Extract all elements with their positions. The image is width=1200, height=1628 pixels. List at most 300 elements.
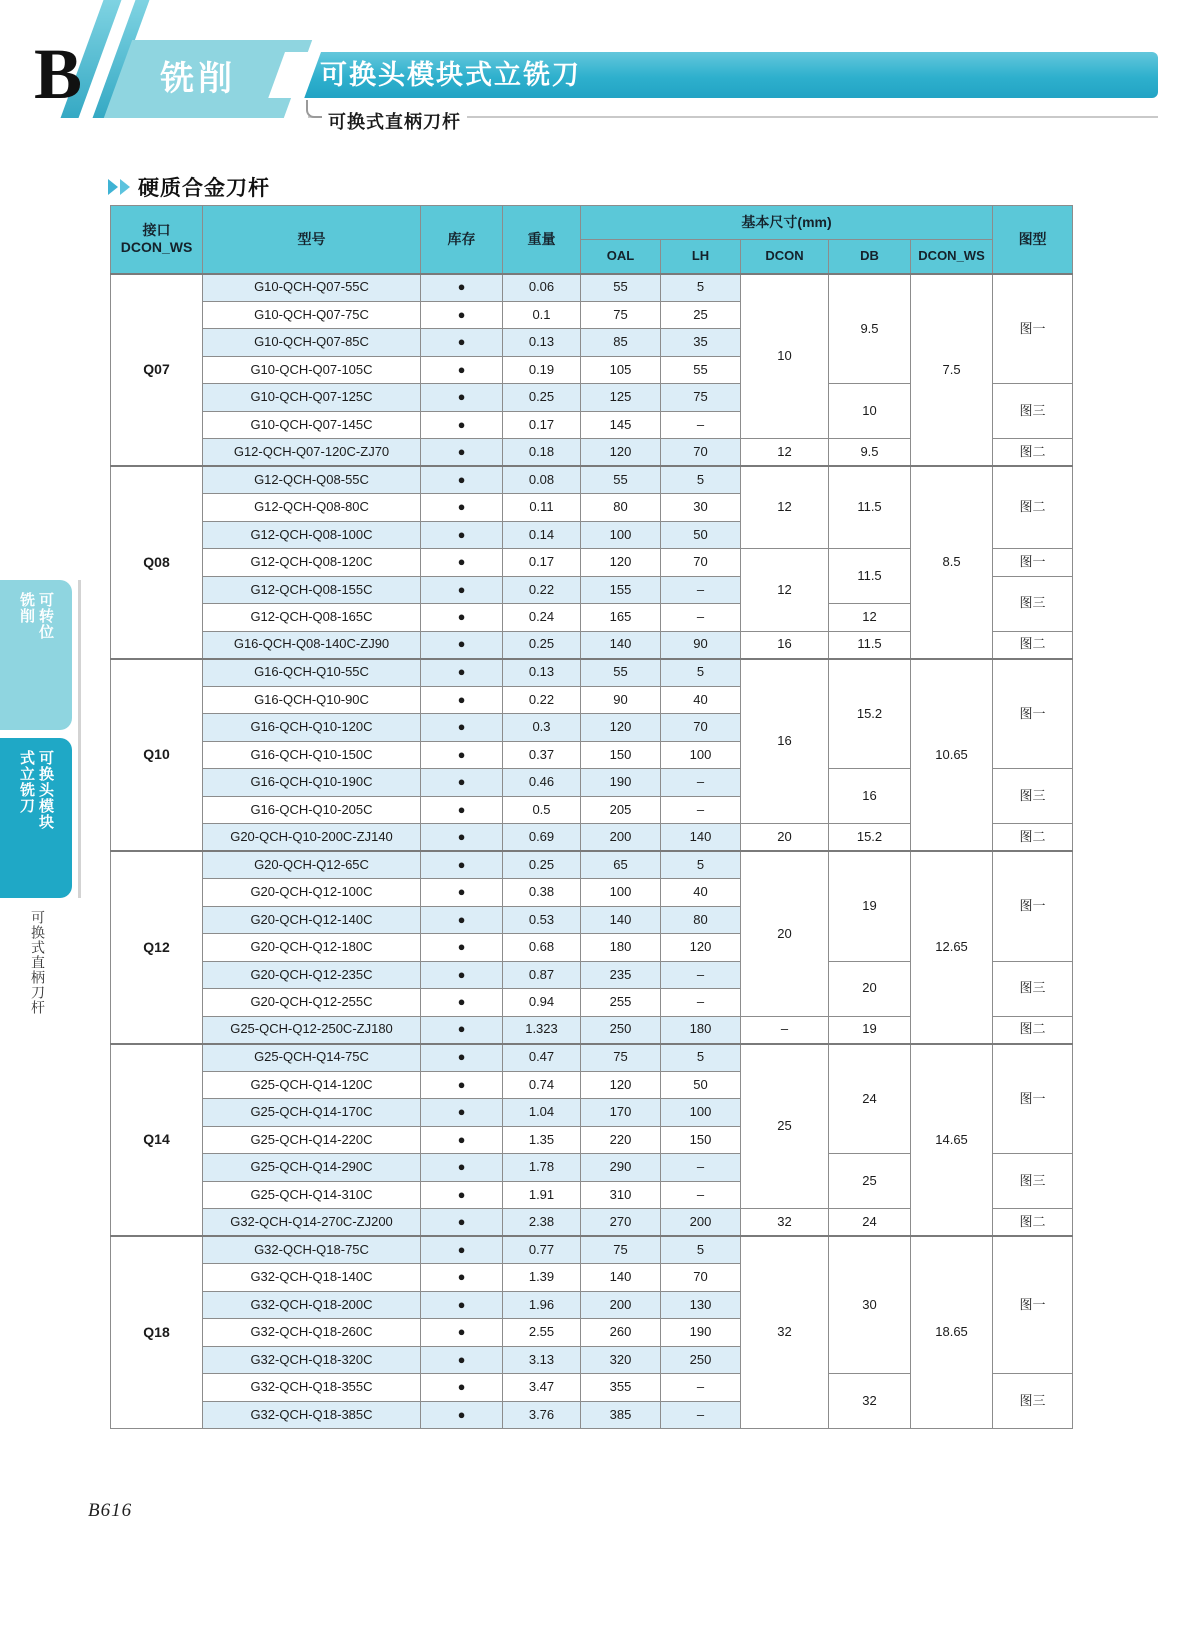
side-tab-indexable-left: 铣削 [18, 592, 35, 624]
cell-lh: – [661, 989, 741, 1017]
page-header [0, 0, 1200, 150]
cell-stock: ● [421, 1374, 503, 1402]
cell-stock: ● [421, 1044, 503, 1072]
cell-stock: ● [421, 769, 503, 797]
cell-model: G32-QCH-Q18-320C [203, 1346, 421, 1374]
cell-diagram: 图三 [993, 384, 1073, 439]
spec-table [110, 205, 1073, 1429]
cell-lh: 80 [661, 906, 741, 934]
cell-lh: 75 [661, 384, 741, 412]
cell-weight: 0.1 [503, 301, 581, 329]
cell-stock: ● [421, 1071, 503, 1099]
cell-weight: 1.04 [503, 1099, 581, 1127]
th-dcon: DCON [741, 240, 829, 274]
cell-stock: ● [421, 521, 503, 549]
cell-weight: 0.08 [503, 466, 581, 494]
cell-diagram: 图二 [993, 824, 1073, 852]
th-dcon-ws: DCON_WS [911, 240, 993, 274]
table-row[interactable] [111, 1044, 1073, 1072]
cell-lh: 100 [661, 741, 741, 769]
cell-weight: 1.35 [503, 1126, 581, 1154]
cell-oal: 120 [581, 714, 661, 742]
cell-lh: 35 [661, 329, 741, 357]
cell-lh: 90 [661, 631, 741, 659]
cell-model: G20-QCH-Q12-235C [203, 961, 421, 989]
cell-diagram: 图一 [993, 1236, 1073, 1374]
cell-interface: Q10 [111, 659, 203, 852]
cell-weight: 0.53 [503, 906, 581, 934]
cell-lh: 140 [661, 824, 741, 852]
side-tab-modular-right: 可换头模块 [37, 750, 54, 830]
cell-model: G25-QCH-Q14-290C [203, 1154, 421, 1182]
cell-oal: 55 [581, 659, 661, 687]
th-interface [111, 206, 203, 274]
cell-oal: 385 [581, 1401, 661, 1429]
table-row[interactable] [111, 659, 1073, 687]
cell-oal: 55 [581, 466, 661, 494]
cell-oal: 120 [581, 439, 661, 467]
cell-stock: ● [421, 329, 503, 357]
cell-oal: 355 [581, 1374, 661, 1402]
cell-weight: 0.25 [503, 631, 581, 659]
cell-model: G10-QCH-Q07-85C [203, 329, 421, 357]
cell-db: 30 [829, 1236, 911, 1374]
cell-db: 25 [829, 1154, 911, 1209]
cell-weight: 0.22 [503, 576, 581, 604]
cell-model: G32-QCH-Q18-260C [203, 1319, 421, 1347]
cell-oal: 120 [581, 1071, 661, 1099]
cell-lh: – [661, 1154, 741, 1182]
cell-diagram: 图一 [993, 1044, 1073, 1154]
cell-db: 11.5 [829, 549, 911, 604]
cell-stock: ● [421, 906, 503, 934]
cell-interface: Q12 [111, 851, 203, 1044]
cell-model: G16-QCH-Q10-150C [203, 741, 421, 769]
cell-model: G12-QCH-Q08-80C [203, 494, 421, 522]
cell-lh: – [661, 411, 741, 439]
cell-oal: 260 [581, 1319, 661, 1347]
cell-weight: 0.5 [503, 796, 581, 824]
cell-dcon-ws: 12.65 [911, 851, 993, 1044]
cell-db: 19 [829, 851, 911, 961]
side-tab-modular-left: 式立铣刀 [18, 750, 35, 814]
cell-model: G12-QCH-Q08-165C [203, 604, 421, 632]
table-row[interactable] [111, 851, 1073, 879]
cell-oal: 170 [581, 1099, 661, 1127]
cell-lh: 190 [661, 1319, 741, 1347]
cell-lh: 180 [661, 1016, 741, 1044]
cell-model: G12-QCH-Q07-120C-ZJ70 [203, 439, 421, 467]
cell-stock: ● [421, 741, 503, 769]
cell-lh: 70 [661, 439, 741, 467]
side-tab-indexable-right: 可转位 [37, 592, 54, 640]
cell-lh: – [661, 1401, 741, 1429]
cell-weight: 0.17 [503, 549, 581, 577]
cell-interface: Q18 [111, 1236, 203, 1429]
cell-db: 24 [829, 1209, 911, 1237]
cell-lh: 5 [661, 1236, 741, 1264]
cell-model: G16-QCH-Q10-90C [203, 686, 421, 714]
cell-stock: ● [421, 1099, 503, 1127]
cell-stock: ● [421, 879, 503, 907]
cell-model: G10-QCH-Q07-145C [203, 411, 421, 439]
cell-lh: 150 [661, 1126, 741, 1154]
double-arrow-icon [108, 179, 130, 195]
cell-model: G32-QCH-Q18-385C [203, 1401, 421, 1429]
cell-model: G10-QCH-Q07-75C [203, 301, 421, 329]
cell-dcon: 16 [741, 631, 829, 659]
cell-diagram: 图二 [993, 466, 1073, 549]
cell-stock: ● [421, 1016, 503, 1044]
cell-stock: ● [421, 1181, 503, 1209]
cell-weight: 3.76 [503, 1401, 581, 1429]
cell-lh: 55 [661, 356, 741, 384]
table-header [111, 206, 1073, 274]
cell-weight: 0.22 [503, 686, 581, 714]
cell-weight: 0.46 [503, 769, 581, 797]
cell-weight: 0.77 [503, 1236, 581, 1264]
cell-db: 20 [829, 961, 911, 1016]
cell-stock: ● [421, 604, 503, 632]
cell-model: G12-QCH-Q08-100C [203, 521, 421, 549]
cell-stock: ● [421, 824, 503, 852]
table-row[interactable] [111, 1236, 1073, 1264]
cell-lh: 5 [661, 851, 741, 879]
th-oal: OAL [581, 240, 661, 274]
cell-lh: 70 [661, 1264, 741, 1292]
cell-stock: ● [421, 714, 503, 742]
cell-model: G12-QCH-Q08-120C [203, 549, 421, 577]
cell-model: G10-QCH-Q07-105C [203, 356, 421, 384]
cell-oal: 235 [581, 961, 661, 989]
cell-weight: 0.13 [503, 659, 581, 687]
cell-model: G25-QCH-Q14-75C [203, 1044, 421, 1072]
side-rail [78, 580, 81, 898]
cell-stock: ● [421, 1209, 503, 1237]
side-tabs [0, 580, 96, 1015]
cell-model: G12-QCH-Q08-55C [203, 466, 421, 494]
cell-weight: 0.38 [503, 879, 581, 907]
cell-stock: ● [421, 301, 503, 329]
cell-weight: 0.68 [503, 934, 581, 962]
cell-diagram: 图三 [993, 576, 1073, 631]
cell-oal: 80 [581, 494, 661, 522]
section-title-label: 硬质合金刀杆 [138, 177, 270, 200]
cell-oal: 140 [581, 631, 661, 659]
cell-oal: 150 [581, 741, 661, 769]
cell-stock: ● [421, 989, 503, 1017]
th-weight: 重量 [503, 206, 581, 274]
cell-lh: 130 [661, 1291, 741, 1319]
cell-model: G20-QCH-Q12-65C [203, 851, 421, 879]
side-tab-modular-endmill[interactable] [0, 738, 72, 898]
page-number: B616 [88, 1500, 133, 1521]
cell-oal: 140 [581, 906, 661, 934]
cell-oal: 75 [581, 1236, 661, 1264]
cell-stock: ● [421, 1401, 503, 1429]
th-model: 型号 [203, 206, 421, 274]
cell-model: G16-QCH-Q10-55C [203, 659, 421, 687]
cell-weight: 0.19 [503, 356, 581, 384]
cell-lh: 5 [661, 274, 741, 302]
th-lh: LH [661, 240, 741, 274]
cell-stock: ● [421, 549, 503, 577]
cell-lh: – [661, 1181, 741, 1209]
category-label: 铣削 [160, 60, 236, 98]
cell-stock: ● [421, 1236, 503, 1264]
cell-oal: 200 [581, 1291, 661, 1319]
cell-model: G20-QCH-Q10-200C-ZJ140 [203, 824, 421, 852]
cell-dcon-ws: 14.65 [911, 1044, 993, 1237]
cell-interface: Q07 [111, 274, 203, 467]
cell-oal: 290 [581, 1154, 661, 1182]
cell-diagram: 图三 [993, 961, 1073, 1016]
cell-model: G16-QCH-Q10-190C [203, 769, 421, 797]
cell-dcon: 32 [741, 1236, 829, 1429]
cell-model: G16-QCH-Q10-205C [203, 796, 421, 824]
cell-db: 24 [829, 1044, 911, 1154]
cell-lh: 5 [661, 659, 741, 687]
cell-diagram: 图二 [993, 439, 1073, 467]
cell-weight: 1.96 [503, 1291, 581, 1319]
cell-model: G20-QCH-Q12-140C [203, 906, 421, 934]
cell-oal: 65 [581, 851, 661, 879]
cell-stock: ● [421, 851, 503, 879]
page-subtitle: 可换式直柄刀杆 [322, 108, 467, 134]
cell-weight: 0.69 [503, 824, 581, 852]
cell-diagram: 图二 [993, 1016, 1073, 1044]
cell-lh: – [661, 796, 741, 824]
cell-model: G32-QCH-Q14-270C-ZJ200 [203, 1209, 421, 1237]
cell-lh: – [661, 576, 741, 604]
cell-stock: ● [421, 796, 503, 824]
cell-diagram: 图一 [993, 549, 1073, 577]
cell-dcon: – [741, 1016, 829, 1044]
cell-stock: ● [421, 961, 503, 989]
cell-oal: 120 [581, 549, 661, 577]
cell-stock: ● [421, 686, 503, 714]
cell-model: G32-QCH-Q18-140C [203, 1264, 421, 1292]
cell-weight: 1.78 [503, 1154, 581, 1182]
cell-weight: 0.94 [503, 989, 581, 1017]
cell-dcon: 20 [741, 824, 829, 852]
cell-db: 9.5 [829, 439, 911, 467]
cell-weight: 0.18 [503, 439, 581, 467]
cell-weight: 1.323 [503, 1016, 581, 1044]
cell-lh: 200 [661, 1209, 741, 1237]
cell-dcon-ws: 10.65 [911, 659, 993, 852]
cell-interface: Q14 [111, 1044, 203, 1237]
cell-model: G12-QCH-Q08-155C [203, 576, 421, 604]
cell-stock: ● [421, 1154, 503, 1182]
cell-oal: 105 [581, 356, 661, 384]
cell-weight: 0.87 [503, 961, 581, 989]
cell-stock: ● [421, 1126, 503, 1154]
cell-oal: 125 [581, 384, 661, 412]
cell-weight: 1.91 [503, 1181, 581, 1209]
cell-dcon: 12 [741, 466, 829, 549]
cell-dcon-ws: 8.5 [911, 466, 993, 659]
cell-weight: 0.47 [503, 1044, 581, 1072]
cell-oal: 100 [581, 879, 661, 907]
cell-oal: 85 [581, 329, 661, 357]
side-tab-indexable[interactable] [0, 580, 72, 730]
cell-lh: – [661, 1374, 741, 1402]
cell-stock: ● [421, 659, 503, 687]
cell-model: G25-QCH-Q14-120C [203, 1071, 421, 1099]
cell-lh: 100 [661, 1099, 741, 1127]
th-interface-line2: DCON_WS [120, 239, 193, 256]
cell-weight: 0.13 [503, 329, 581, 357]
cell-oal: 310 [581, 1181, 661, 1209]
cell-db: 32 [829, 1374, 911, 1429]
cell-oal: 190 [581, 769, 661, 797]
cell-model: G20-QCH-Q12-180C [203, 934, 421, 962]
cell-oal: 180 [581, 934, 661, 962]
cell-weight: 0.3 [503, 714, 581, 742]
cell-model: G25-QCH-Q14-310C [203, 1181, 421, 1209]
cell-lh: 120 [661, 934, 741, 962]
cell-weight: 0.14 [503, 521, 581, 549]
section-letter: B [34, 34, 83, 114]
cell-stock: ● [421, 411, 503, 439]
cell-model: G32-QCH-Q18-355C [203, 1374, 421, 1402]
cell-stock: ● [421, 631, 503, 659]
cell-model: G25-QCH-Q12-250C-ZJ180 [203, 1016, 421, 1044]
cell-model: G32-QCH-Q18-75C [203, 1236, 421, 1264]
th-db: DB [829, 240, 911, 274]
cell-dcon: 20 [741, 851, 829, 1016]
cell-oal: 250 [581, 1016, 661, 1044]
cell-lh: 250 [661, 1346, 741, 1374]
cell-stock: ● [421, 1319, 503, 1347]
table-header-row-1 [111, 206, 1073, 240]
cell-oal: 320 [581, 1346, 661, 1374]
cell-stock: ● [421, 356, 503, 384]
cell-dcon: 12 [741, 439, 829, 467]
cell-oal: 140 [581, 1264, 661, 1292]
cell-stock: ● [421, 494, 503, 522]
cell-lh: 30 [661, 494, 741, 522]
cell-weight: 0.37 [503, 741, 581, 769]
page-title: 可换头模块式立铣刀 [320, 60, 581, 90]
cell-oal: 155 [581, 576, 661, 604]
cell-lh: 5 [661, 466, 741, 494]
cell-dcon: 10 [741, 274, 829, 439]
cell-diagram: 图二 [993, 1209, 1073, 1237]
cell-diagram: 图三 [993, 769, 1073, 824]
cell-db: 16 [829, 769, 911, 824]
cell-oal: 100 [581, 521, 661, 549]
cell-oal: 165 [581, 604, 661, 632]
cell-dcon: 16 [741, 659, 829, 824]
cell-oal: 90 [581, 686, 661, 714]
cell-dcon: 12 [741, 549, 829, 632]
cell-dcon-ws: 7.5 [911, 274, 993, 467]
cell-stock: ● [421, 934, 503, 962]
cell-model: G25-QCH-Q14-170C [203, 1099, 421, 1127]
th-dimensions-group: 基本尺寸(mm) [581, 206, 993, 240]
cell-stock: ● [421, 439, 503, 467]
cell-db: 11.5 [829, 466, 911, 549]
cell-diagram: 图一 [993, 851, 1073, 961]
spec-table-container [110, 205, 1048, 1429]
cell-lh: 40 [661, 879, 741, 907]
cell-model: G25-QCH-Q14-220C [203, 1126, 421, 1154]
cell-lh: 70 [661, 714, 741, 742]
cell-lh: 25 [661, 301, 741, 329]
cell-oal: 55 [581, 274, 661, 302]
table-row[interactable] [111, 274, 1073, 302]
cell-stock: ● [421, 274, 503, 302]
cell-diagram: 图二 [993, 631, 1073, 659]
cell-dcon: 25 [741, 1044, 829, 1209]
cell-weight: 0.24 [503, 604, 581, 632]
cell-weight: 0.11 [503, 494, 581, 522]
cell-stock: ● [421, 384, 503, 412]
cell-weight: 1.39 [503, 1264, 581, 1292]
cell-stock: ● [421, 1346, 503, 1374]
cell-db: 9.5 [829, 274, 911, 384]
cell-db: 15.2 [829, 824, 911, 852]
cell-diagram: 图三 [993, 1154, 1073, 1209]
table-body [111, 274, 1073, 1429]
th-interface-line1: 接口 [142, 221, 171, 238]
cell-stock: ● [421, 466, 503, 494]
cell-stock: ● [421, 1264, 503, 1292]
side-tab-caption: 可换式直柄刀杆 [30, 910, 46, 1015]
cell-diagram: 图一 [993, 659, 1073, 769]
section-title [108, 172, 270, 202]
cell-oal: 270 [581, 1209, 661, 1237]
cell-lh: 5 [661, 1044, 741, 1072]
th-diagram: 图型 [993, 206, 1073, 274]
cell-oal: 145 [581, 411, 661, 439]
cell-model: G10-QCH-Q07-55C [203, 274, 421, 302]
cell-model: G32-QCH-Q18-200C [203, 1291, 421, 1319]
cell-lh: – [661, 769, 741, 797]
cell-db: 11.5 [829, 631, 911, 659]
cell-stock: ● [421, 576, 503, 604]
cell-lh: 40 [661, 686, 741, 714]
th-stock: 库存 [421, 206, 503, 274]
cell-model: G10-QCH-Q07-125C [203, 384, 421, 412]
table-row[interactable] [111, 466, 1073, 494]
cell-oal: 75 [581, 1044, 661, 1072]
cell-weight: 0.74 [503, 1071, 581, 1099]
cell-dcon: 32 [741, 1209, 829, 1237]
cell-db: 10 [829, 384, 911, 439]
cell-oal: 255 [581, 989, 661, 1017]
cell-weight: 0.06 [503, 274, 581, 302]
cell-model: G16-QCH-Q10-120C [203, 714, 421, 742]
cell-lh: 50 [661, 1071, 741, 1099]
cell-oal: 75 [581, 301, 661, 329]
cell-weight: 0.25 [503, 384, 581, 412]
cell-lh: 70 [661, 549, 741, 577]
cell-weight: 3.47 [503, 1374, 581, 1402]
cell-diagram: 图一 [993, 274, 1073, 384]
cell-lh: – [661, 604, 741, 632]
cell-lh: – [661, 961, 741, 989]
cell-db: 15.2 [829, 659, 911, 769]
cell-diagram: 图三 [993, 1374, 1073, 1429]
cell-oal: 200 [581, 824, 661, 852]
cell-db: 19 [829, 1016, 911, 1044]
cell-oal: 220 [581, 1126, 661, 1154]
cell-db: 12 [829, 604, 911, 632]
cell-dcon-ws: 18.65 [911, 1236, 993, 1429]
